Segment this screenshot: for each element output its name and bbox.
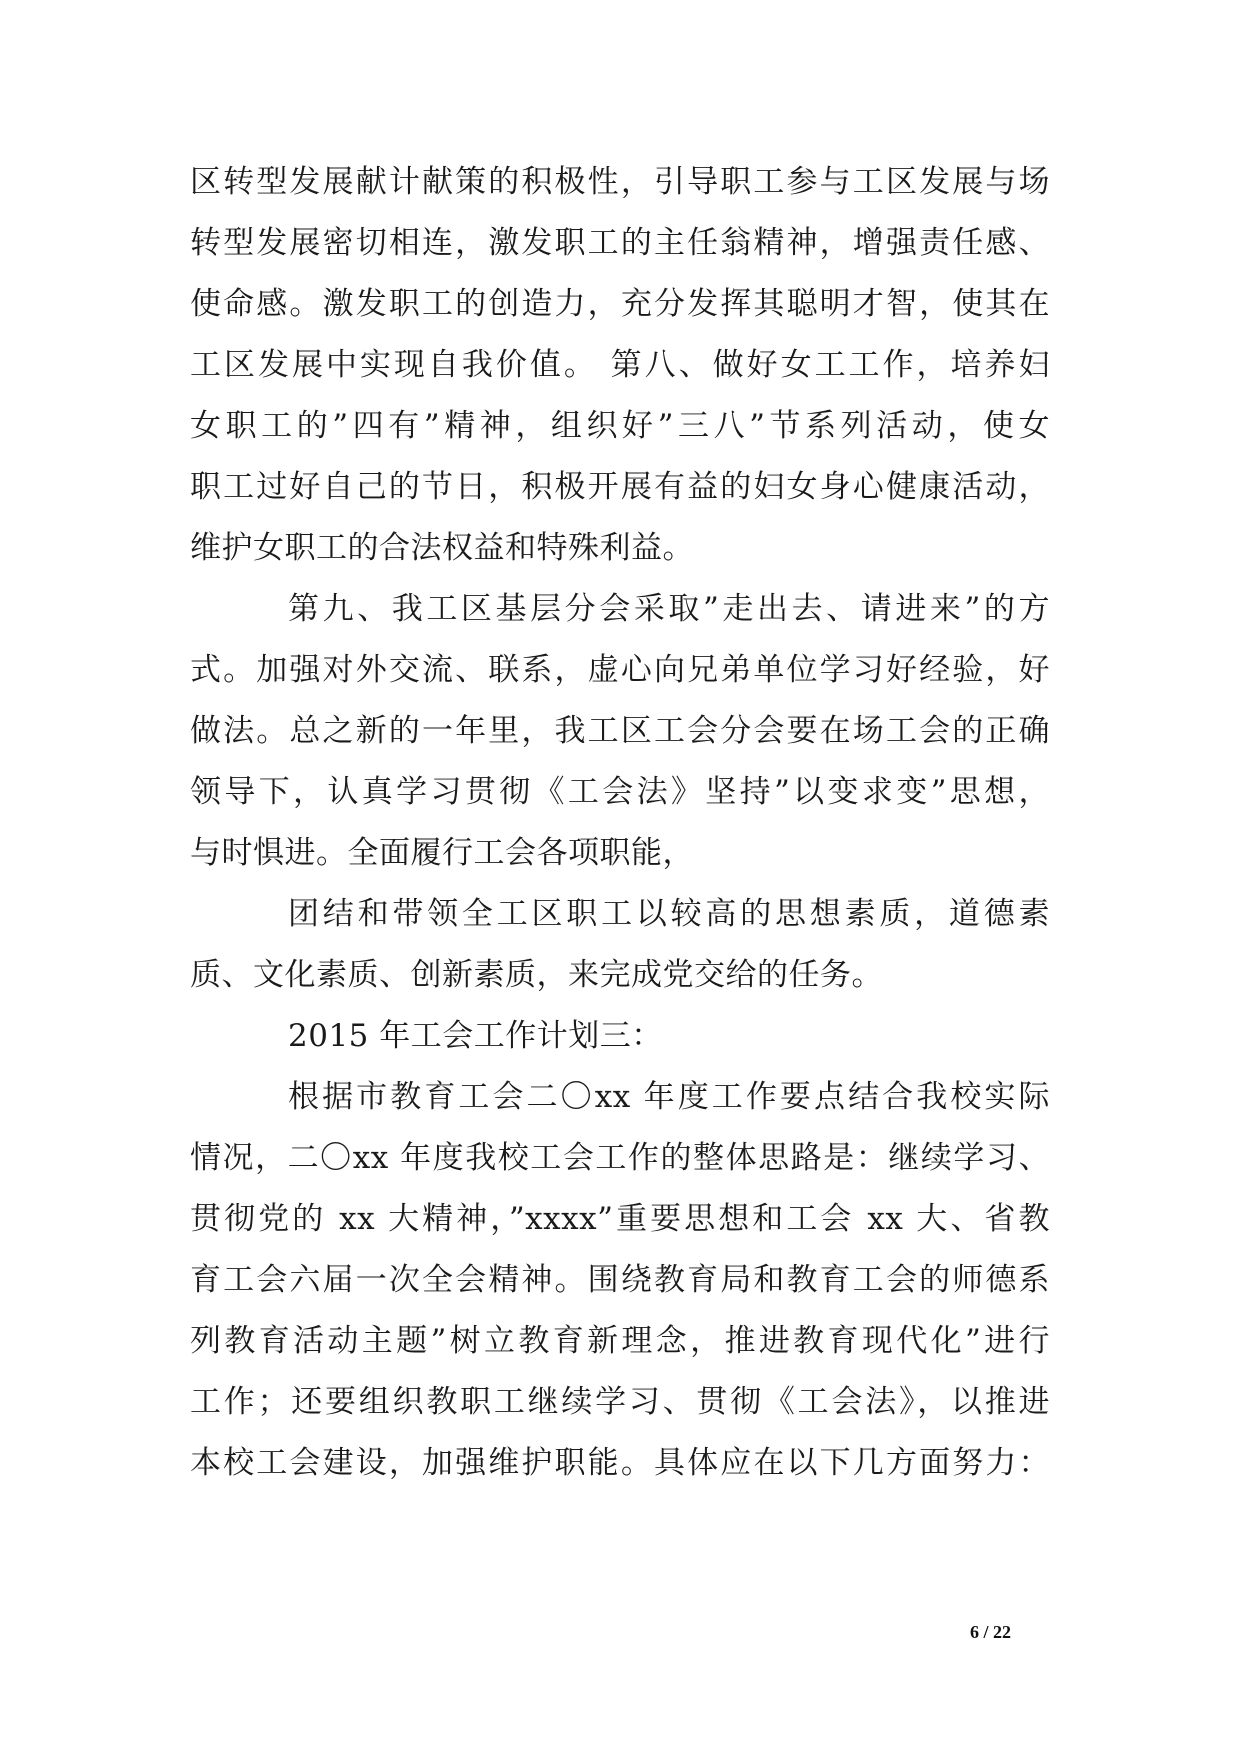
text-line: 质、文化素质、创新素质，来完成党交给的任务。 [190, 957, 883, 993]
text-line: 转型发展密切相连，激发职工的主任翁精神，增强责任感、 [190, 225, 1050, 261]
page-number: 6 / 22 [970, 1622, 1012, 1642]
text-line: 女职工的”四有”精神，组织好”三八”节系列活动，使女 [190, 408, 1050, 444]
text-line: 区转型发展献计献策的积极性，引导职工参与工区发展与场 [190, 164, 1050, 200]
text-line: 本校工会建设，加强维护职能。具体应在以下几方面努力： [190, 1445, 1050, 1481]
text-line: 2015 年工会工作计划三： [288, 1018, 663, 1054]
text-line: 式。加强对外交流、联系，虚心向兄弟单位学习好经验，好 [190, 652, 1050, 688]
text-line: 工作；还要组织教职工继续学习、贯彻《工会法》，以推进 [190, 1384, 1050, 1420]
text-line: 维护女职工的合法权益和特殊利益。 [190, 530, 694, 566]
text-line: 与时惧进。全面履行工会各项职能， [190, 835, 694, 871]
text-line: 使命感。激发职工的创造力，充分发挥其聪明才智，使其在 [190, 286, 1050, 322]
text-line: 第九、我工区基层分会采取”走出去、请进来”的方 [288, 591, 1050, 627]
text-line: 做法。总之新的一年里，我工区工会分会要在场工会的正确 [190, 713, 1050, 749]
text-line: 领导下，认真学习贯彻《工会法》坚持”以变求变”思想， [190, 774, 1050, 810]
text-line: 根据市教育工会二〇xx 年度工作要点结合我校实际 [288, 1079, 1050, 1115]
text-line: 团结和带领全工区职工以较高的思想素质，道德素 [288, 896, 1050, 932]
text-line: 情况，二〇xx 年度我校工会工作的整体思路是：继续学习、 [190, 1140, 1050, 1176]
text-line: 列教育活动主题”树立教育新理念，推进教育现代化”进行 [190, 1323, 1050, 1359]
text-line: 育工会六届一次全会精神。围绕教育局和教育工会的师德系 [190, 1262, 1050, 1298]
document-body [190, 152, 1050, 1494]
text-line: 工区发展中实现自我价值。 第八、做好女工工作，培养妇 [190, 347, 1050, 383]
text-line: 职工过好自己的节日，积极开展有益的妇女身心健康活动， [190, 469, 1050, 505]
text-line: 贯彻党的 xx 大精神，”xxxx”重要思想和工会 xx 大、省教 [190, 1201, 1050, 1237]
